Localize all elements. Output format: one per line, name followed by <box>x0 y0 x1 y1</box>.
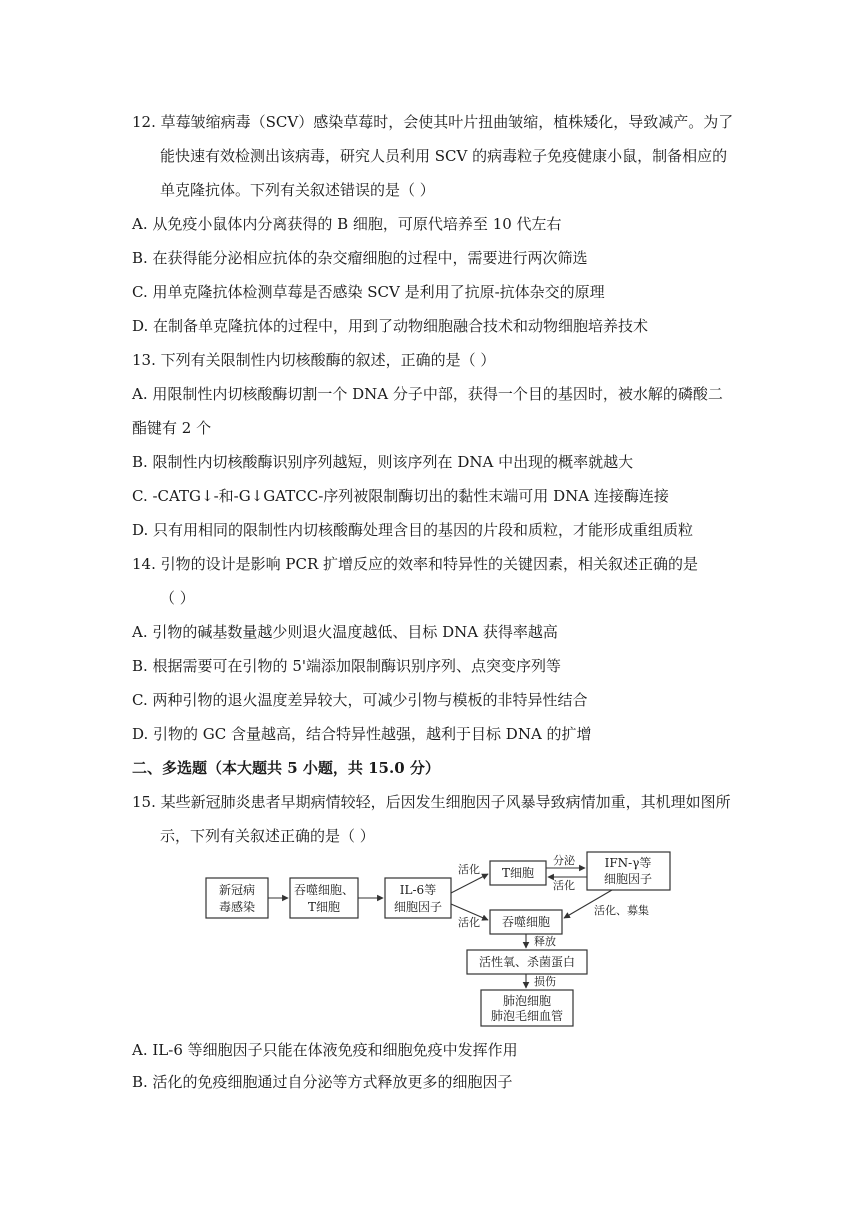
box-alveolar-text-2: 肺泡毛细血管 <box>490 1009 564 1023</box>
q13-option-a-line2: 酯键有 2 个 <box>132 419 212 437</box>
label-activate-recruit: 活化、募集 <box>594 904 649 917</box>
box-phagocyte <box>490 910 562 934</box>
label-secrete: 分泌 <box>553 854 575 867</box>
box-virus-infection <box>206 878 268 918</box>
q15-stem-line2: 示，下列有关叙述正确的是（ ） <box>160 827 375 845</box>
q14-stem-line2: （ ） <box>160 589 195 607</box>
label-activate-back: 活化 <box>553 879 575 892</box>
q12-stem-line3: 单克隆抗体。下列有关叙述错误的是（ ） <box>160 181 435 199</box>
box-ifn-text-2: 细胞因子 <box>603 872 653 886</box>
box-il6-cytokines <box>385 878 451 918</box>
section-heading-multiple-choice: 二、多选题（本大题共 5 小题，共 15.0 分） <box>132 759 440 777</box>
q12-stem-line1: 12. 草莓皱缩病毒（SCV）感染草莓时，会使其叶片扭曲皱缩，植株矮化，导致减产。为了 <box>132 113 734 131</box>
q14-option-c: C. 两种引物的退火温度差异较大，可减少引物与模板的非特异性结合 <box>132 691 588 709</box>
q14-option-b: B. 根据需要可在引物的 5'端添加限制酶识别序列、点突变序列等 <box>132 657 561 675</box>
q12-option-a: A. 从免疫小鼠体内分离获得的 B 细胞，可原代培养至 10 代左右 <box>132 215 562 233</box>
q14-option-a: A. 引物的碱基数量越少则退火温度越低、目标 DNA 获得率越高 <box>132 623 558 641</box>
box-reactive-oxygen-text: 活性氧、杀菌蛋白 <box>478 955 576 969</box>
q12-option-d: D. 在制备单克隆抗体的过程中，用到了动物细胞融合技术和动物细胞培养技术 <box>132 317 649 335</box>
box-phagocyte-tcell <box>290 878 358 918</box>
box-il6-text-1: IL-6等 <box>399 883 437 897</box>
q14-stem-line1: 14. 引物的设计是影响 PCR 扩增反应的效率和特异性的关键因素，相关叙述正确的是 <box>132 555 699 573</box>
box-ifn-cytokines <box>587 852 670 890</box>
label-activate-top: 活化 <box>458 863 480 876</box>
label-release: 释放 <box>534 935 556 948</box>
q13-stem: 13. 下列有关限制性内切核酸酶的叙述，正确的是（ ） <box>132 351 496 369</box>
q15-option-a: A. IL-6 等细胞因子只能在体液免疫和细胞免疫中发挥作用 <box>132 1041 518 1059</box>
box-virus-infection-text-1: 新冠病 <box>218 883 256 897</box>
q13-option-c: C. -CATG↓-和-G↓GATCC-序列被限制酶切出的黏性末端可用 DNA 连接酶连接 <box>132 487 669 505</box>
q13-option-d: D. 只有用相同的限制性内切核酸酶处理含目的基因的片段和质粒，才能形成重组质粒 <box>132 521 694 539</box>
box-il6-text-2: 细胞因子 <box>393 900 443 914</box>
q14-option-d: D. 引物的 GC 含量越高，结合特异性越强，越利于目标 DNA 的扩增 <box>132 725 592 743</box>
box-phagocyte-tcell-text-1: 吞噬细胞、 <box>293 883 355 897</box>
box-reactive-oxygen <box>467 950 587 974</box>
q15-stem-line1: 15. 某些新冠肺炎患者早期病情较轻，后因发生细胞因子风暴导致病情加重，其机理如图所 <box>132 793 731 811</box>
q15-option-b: B. 活化的免疫细胞通过自分泌等方式释放更多的细胞因子 <box>132 1073 513 1091</box>
label-activate-bottom: 活化 <box>458 916 480 929</box>
box-ifn-text-1: IFN-γ等 <box>604 856 652 870</box>
box-virus-infection-text-2: 毒感染 <box>218 900 256 914</box>
box-alveolar <box>481 990 573 1026</box>
box-t-cell <box>490 861 546 885</box>
q13-option-a-line1: A. 用限制性内切核酸酶切割一个 DNA 分子中部，获得一个目的基因时，被水解的磷酸二 <box>132 385 723 403</box>
q13-option-b: B. 限制性内切核酸酶识别序列越短，则该序列在 DNA 中出现的概率就越大 <box>132 453 634 471</box>
q12-option-c: C. 用单克隆抗体检测草莓是否感染 SCV 是利用了抗原-抗体杂交的原理 <box>132 283 605 301</box>
box-t-cell-text: T细胞 <box>501 866 535 880</box>
box-phagocyte-text: 吞噬细胞 <box>501 915 551 929</box>
q12-option-b: B. 在获得能分泌相应抗体的杂交瘤细胞的过程中，需要进行两次筛选 <box>132 249 588 267</box>
box-alveolar-text-1: 肺泡细胞 <box>502 994 552 1008</box>
q12-stem-line2: 能快速有效检测出该病毒，研究人员利用 SCV 的病毒粒子免疫健康小鼠，制备相应的 <box>160 147 728 165</box>
label-damage: 损伤 <box>534 975 556 988</box>
box-phagocyte-tcell-text-2: T细胞 <box>307 900 341 914</box>
